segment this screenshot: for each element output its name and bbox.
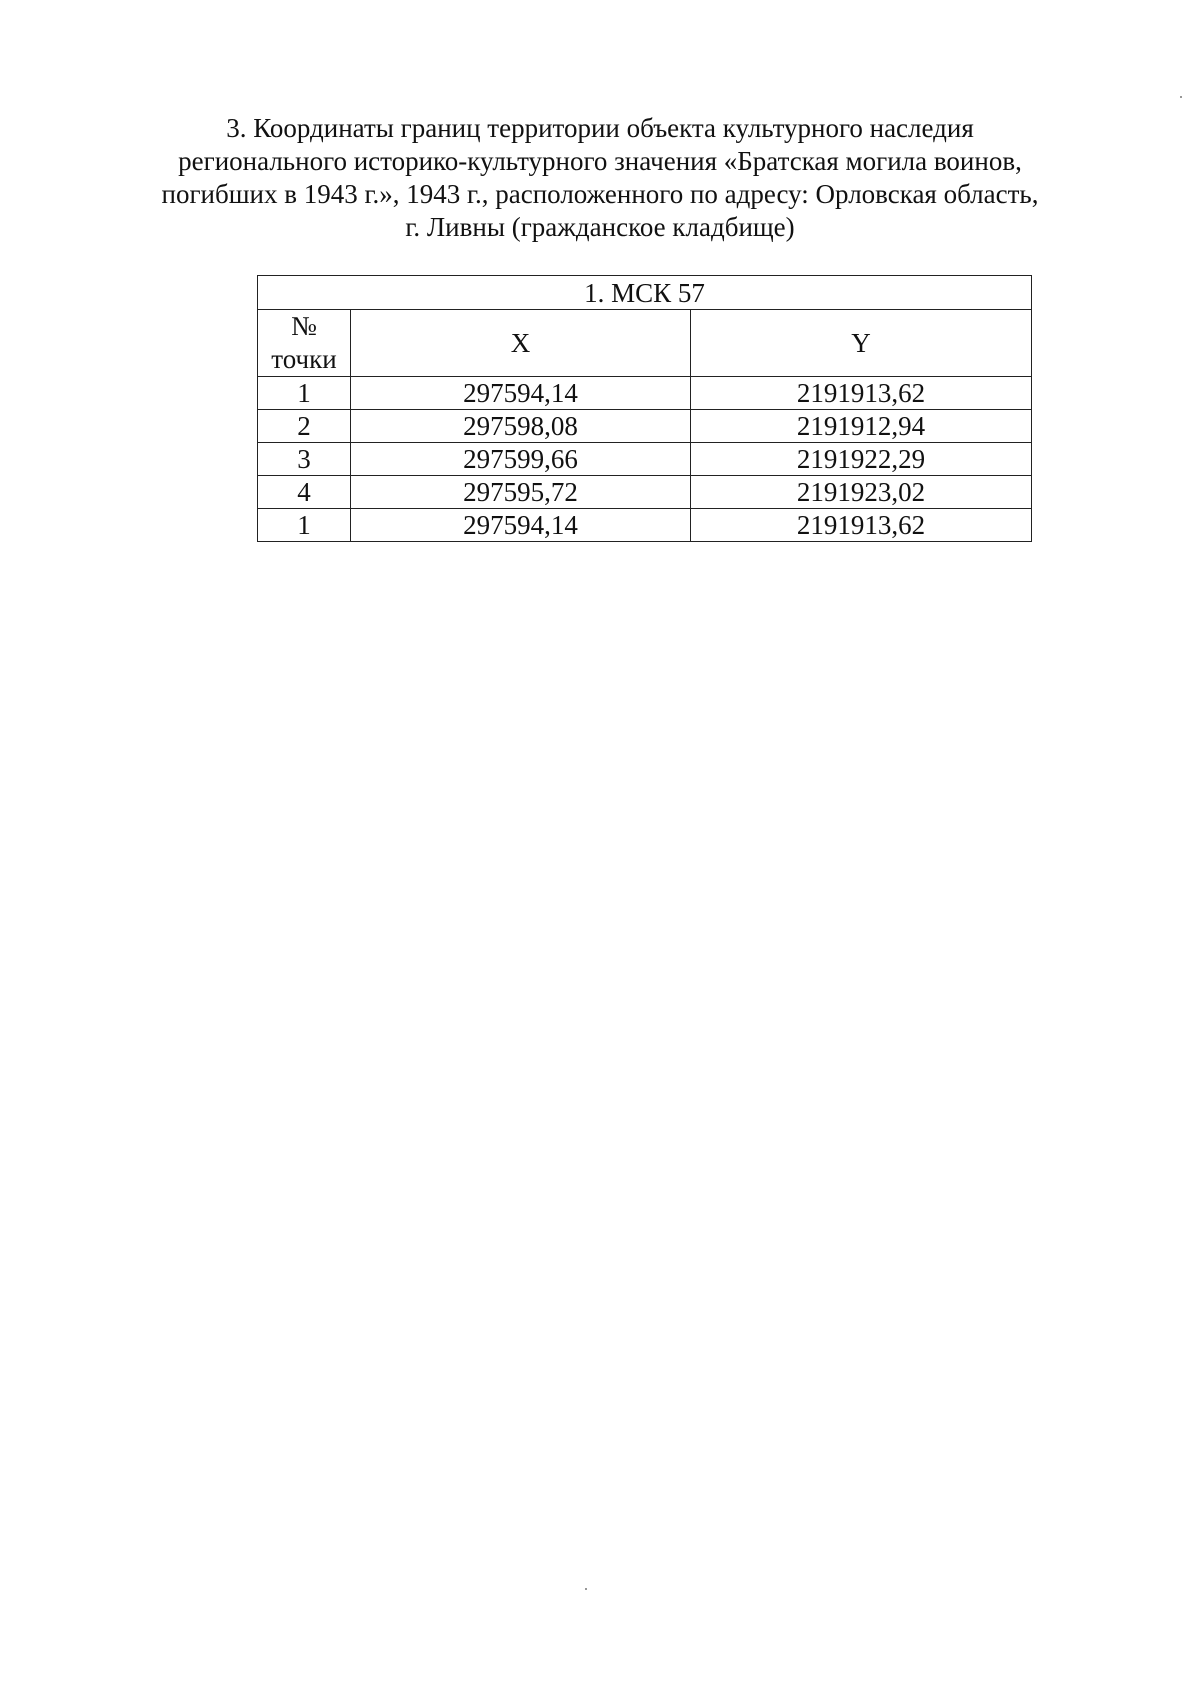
heading-line: регионального историко-культурного значения «Братская могила воинов, [178,146,1022,176]
document-heading [150,112,1050,244]
scan-speck [585,1588,587,1590]
point-number-header [258,310,351,377]
heading-line: г. Ливны (гражданское кладбище) [405,212,795,242]
x-cell: 297594,14 [351,509,691,542]
table-row [258,377,1032,410]
scan-speck [1180,96,1182,98]
coordinate-system-row [258,276,1032,310]
x-cell: 297595,72 [351,476,691,509]
point-number-cell: 1 [258,377,351,410]
y-cell: 2191922,29 [691,443,1032,476]
table-row [258,476,1032,509]
point-number-cell: 1 [258,509,351,542]
point-number-cell: 3 [258,443,351,476]
y-cell: 2191913,62 [691,509,1032,542]
y-header: Y [691,310,1032,377]
y-cell: 2191923,02 [691,476,1032,509]
table-row [258,443,1032,476]
x-cell: 297599,66 [351,443,691,476]
heading-line: погибших в 1943 г.», 1943 г., расположенного по адресу: Орловская область, [161,179,1039,209]
point-number-header-line2: точки [271,344,337,374]
point-number-cell: 2 [258,410,351,443]
point-number-cell: 4 [258,476,351,509]
point-number-header-line1: № [291,311,317,341]
coordinate-system-label: 1. МСК 57 [258,276,1032,310]
table-row [258,509,1032,542]
x-cell: 297598,08 [351,410,691,443]
table-row [258,410,1032,443]
y-cell: 2191913,62 [691,377,1032,410]
coordinates-table [257,275,1032,542]
x-header: X [351,310,691,377]
y-cell: 2191912,94 [691,410,1032,443]
heading-line: 3. Координаты границ территории объекта культурного наследия [226,113,974,143]
table-header-row [258,310,1032,377]
x-cell: 297594,14 [351,377,691,410]
